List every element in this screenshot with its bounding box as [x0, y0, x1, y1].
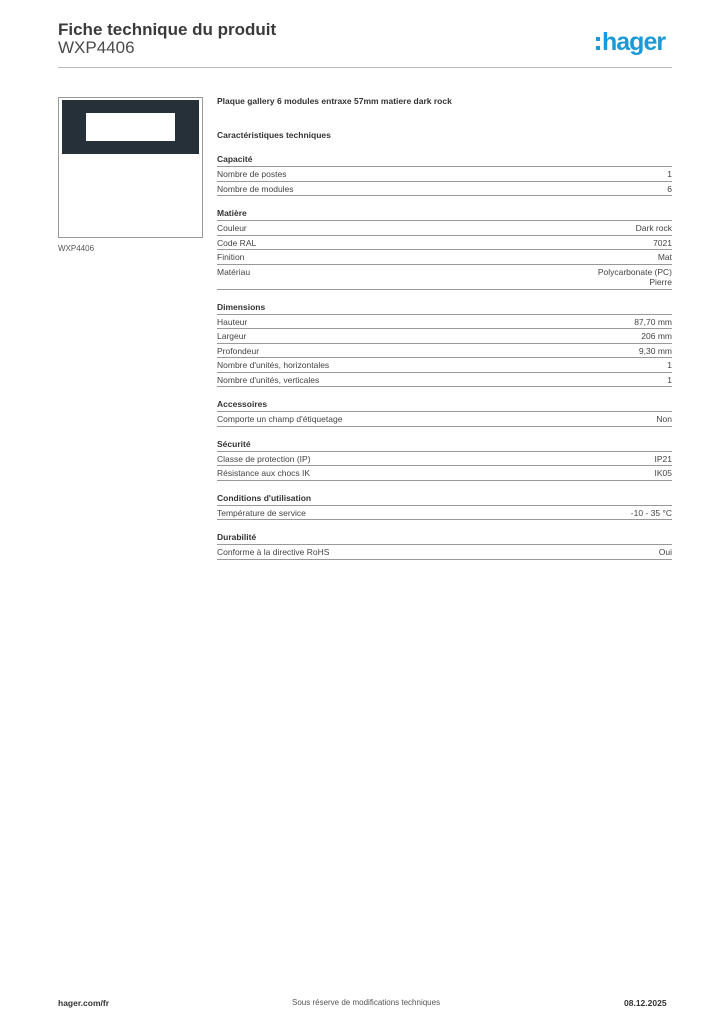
product-description: Plaque gallery 6 modules entraxe 57mm matiere dark rock	[217, 96, 452, 106]
section-accessoires	[217, 399, 672, 427]
row-label: Hauteur	[217, 316, 248, 327]
row-label: Résistance aux chocs IK	[217, 468, 311, 478]
table-row	[217, 452, 672, 467]
row-value: 1	[667, 360, 672, 370]
row-value: 87,70 mm	[634, 316, 672, 327]
section-capacite	[217, 154, 672, 196]
section-title: Matière	[217, 208, 672, 221]
table-row	[217, 344, 672, 359]
section-title: Dimensions	[217, 302, 672, 315]
section-durabilite	[217, 532, 672, 560]
section-title: Durabilité	[217, 532, 672, 545]
table-row	[217, 545, 672, 560]
section-securite	[217, 439, 672, 481]
logo-colon-icon	[596, 37, 600, 50]
logo-text: hager	[602, 27, 666, 56]
table-row	[217, 358, 672, 373]
row-label: Matériau	[217, 266, 251, 277]
section-matiere	[217, 208, 672, 290]
row-label: Couleur	[217, 223, 247, 233]
row-value: 1	[667, 374, 672, 385]
row-label: Conforme à la directive RoHS	[217, 547, 330, 557]
row-value: IP21	[654, 453, 672, 464]
row-label: Nombre d'unités, verticales	[217, 374, 320, 385]
table-row	[217, 265, 672, 290]
row-label: Comporte un champ d'étiquetage	[217, 414, 343, 424]
table-row	[217, 182, 672, 197]
image-caption: WXP4406	[58, 244, 95, 253]
row-value-line: Pierre	[649, 277, 672, 287]
table-row	[217, 373, 672, 388]
table-row	[217, 315, 672, 330]
row-label: Nombre de modules	[217, 183, 294, 194]
row-value: Oui	[658, 547, 672, 557]
row-label: Largeur	[217, 331, 247, 341]
row-value: IK05	[654, 468, 672, 478]
section-title: Conditions d'utilisation	[217, 493, 672, 506]
table-row	[217, 221, 672, 236]
footer-website-link[interactable]: hager.com/fr	[58, 998, 110, 1008]
row-label: Nombre d'unités, horizontales	[217, 360, 330, 370]
characteristics-title: Caractéristiques techniques	[217, 130, 331, 140]
header-divider	[58, 67, 672, 68]
row-value-line: Polycarbonate (PC)	[597, 266, 672, 277]
table-row	[217, 167, 672, 182]
row-label: Classe de protection (IP)	[217, 453, 311, 464]
table-row	[217, 236, 672, 251]
row-value: 6	[667, 183, 672, 194]
section-title: Sécurité	[217, 439, 672, 452]
spec-content	[217, 96, 672, 560]
row-label: Finition	[217, 252, 245, 262]
section-dimensions	[217, 302, 672, 388]
row-label: Profondeur	[217, 345, 260, 356]
row-value: Mat	[657, 252, 672, 262]
row-label: Code RAL	[217, 237, 257, 248]
table-row	[217, 506, 672, 521]
product-image	[58, 97, 203, 238]
row-value: 206 mm	[641, 331, 672, 341]
table-row	[217, 466, 672, 481]
row-value: Non	[656, 414, 672, 424]
row-value: 7021	[653, 237, 672, 248]
row-value: 9,30 mm	[638, 345, 672, 356]
section-conditions	[217, 493, 672, 521]
section-title: Accessoires	[217, 399, 672, 412]
cover-plate-shape	[62, 100, 199, 154]
footer-date: 08.12.2025	[624, 998, 667, 1008]
row-value: -10 - 35 °C	[630, 507, 672, 518]
product-reference: WXP4406	[58, 38, 135, 57]
table-row	[217, 412, 672, 427]
row-value	[598, 267, 672, 288]
row-label: Nombre de postes	[217, 169, 287, 179]
row-label: Température de service	[217, 507, 306, 518]
page-title: Fiche technique du produit	[58, 20, 277, 39]
footer-notice: Sous réserve de modifications techniques	[292, 998, 441, 1007]
hager-logo	[596, 28, 665, 56]
row-value: Dark rock	[635, 223, 672, 233]
row-value: 1	[667, 169, 672, 179]
cover-plate-window	[86, 113, 175, 141]
table-row	[217, 250, 672, 265]
table-row	[217, 329, 672, 344]
section-title: Capacité	[217, 154, 672, 167]
